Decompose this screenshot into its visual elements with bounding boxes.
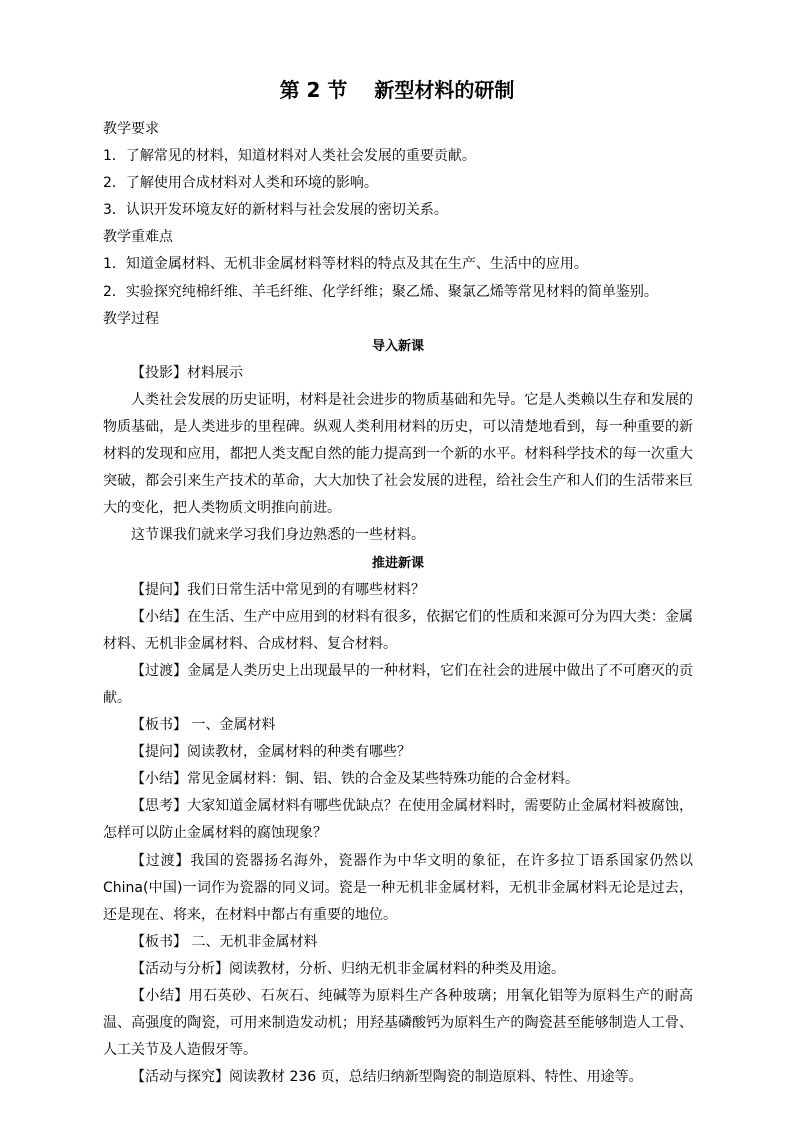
heading-key-points: 教学重难点 — [103, 229, 173, 246]
key-point-item-2: 2．实验探究纯棉纤维、羊毛纤维、化学纤维；聚乙烯、聚氯乙烯等常见材料的简单鉴别。 — [103, 283, 658, 300]
paragraph-activity-analysis: 【活动与分析】阅读教材，分析、归纳无机非金属材料的种类及用途。 — [131, 960, 565, 977]
requirement-item-3: 3．认识开发环境友好的新材料与社会发展的密切关系。 — [103, 202, 448, 219]
paragraph-activity-explore: 【活动与探究】阅读教材 236 页，总结归纳新型陶瓷的制造原料、特性、用途等。 — [131, 1069, 643, 1086]
paragraph-transition-2: 【过渡】我国的瓷器扬名海外，瓷器作为中华文明的象征，在许多拉丁语系国家仍然以 China(中国)一词作为瓷器的同义词。瓷是一种无机非金属材料，无机非金属材料无论是过去，还是现在、将来，在材料中都占有重要的地位。 — [103, 852, 693, 923]
paragraph-question-1: 【提问】我们日常生活中常见到的有哪些材料？ — [131, 581, 425, 598]
paragraph-board-nonmetal: 【板书】 二、无机非金属材料 — [131, 933, 318, 950]
paragraph-summary-2: 【小结】常见金属材料：铜、铝、铁的合金及某些特殊功能的合金材料。 — [131, 771, 579, 788]
document-body — [103, 116, 693, 1091]
paragraph-projection: 【投影】材料展示 — [131, 364, 243, 381]
paragraph-think: 【思考】大家知道金属材料有哪些优缺点？在使用金属材料时，需要防止金属材料被腐蚀，怎样可以防止金属材料的腐蚀现象？ — [103, 798, 693, 842]
subheading-new-lesson: 推进新课 — [371, 555, 424, 571]
paragraph-history: 人类社会发展的历史证明，材料是社会进步的物质基础和先导。它是人类赖以生存和发展的物质基础，是人类进步的里程碑。纵观人类利用材料的历史，可以清楚地看到，每一种重要的新材料的发现和应用，都把人类支配自然的能力提高到一个新的水平。材料科学技术的每一次重大突破，都会引来生产技术的革命，大大加快了社会发展的进程，给社会生产和人们的生活带来巨大的变化，把人类物质文明推向前进。 — [103, 391, 693, 517]
paragraph-board-metal: 【板书】 一、金属材料 — [131, 717, 276, 734]
requirement-item-2: 2．了解使用合成材料对人类和环境的影响。 — [103, 175, 378, 192]
paragraph-question-2: 【提问】阅读教材，金属材料的种类有哪些？ — [131, 744, 411, 761]
paragraph-summary-1: 【小结】在生活、生产中应用到的材料有很多，依据它们的性质和来源可分为四大类：金属材料、无机非金属材料、合成材料、复合材料。 — [103, 608, 693, 652]
subheading-intro: 导入新课 — [371, 338, 424, 354]
paragraph-summary-3: 【小结】用石英砂、石灰石、纯碱等为原料生产各种玻璃；用氧化铝等为原料生产的耐高温、高强度的陶瓷，可用来制造发动机；用羟基磷酸钙为原料生产的陶瓷甚至能够制造人工骨、人工关节及人造假牙等。 — [103, 988, 693, 1059]
section-title: 第 2 节 新型材料的研制 — [279, 78, 515, 102]
paragraph-transition-1: 【过渡】金属是人类历史上出现最早的一种材料，它们在社会的进展中做出了不可磨灭的贡献。 — [103, 662, 693, 706]
requirement-item-1: 1．了解常见的材料，知道材料对人类社会发展的重要贡献。 — [103, 148, 476, 165]
paragraph-lesson-intro: 这节课我们就来学习我们身边熟悉的一些材料。 — [131, 527, 425, 544]
heading-teaching-process: 教学过程 — [103, 310, 159, 327]
key-point-item-1: 1．知道金属材料、无机非金属材料等材料的特点及其在生产、生活中的应用。 — [103, 256, 588, 273]
heading-teaching-requirements: 教学要求 — [103, 121, 159, 137]
